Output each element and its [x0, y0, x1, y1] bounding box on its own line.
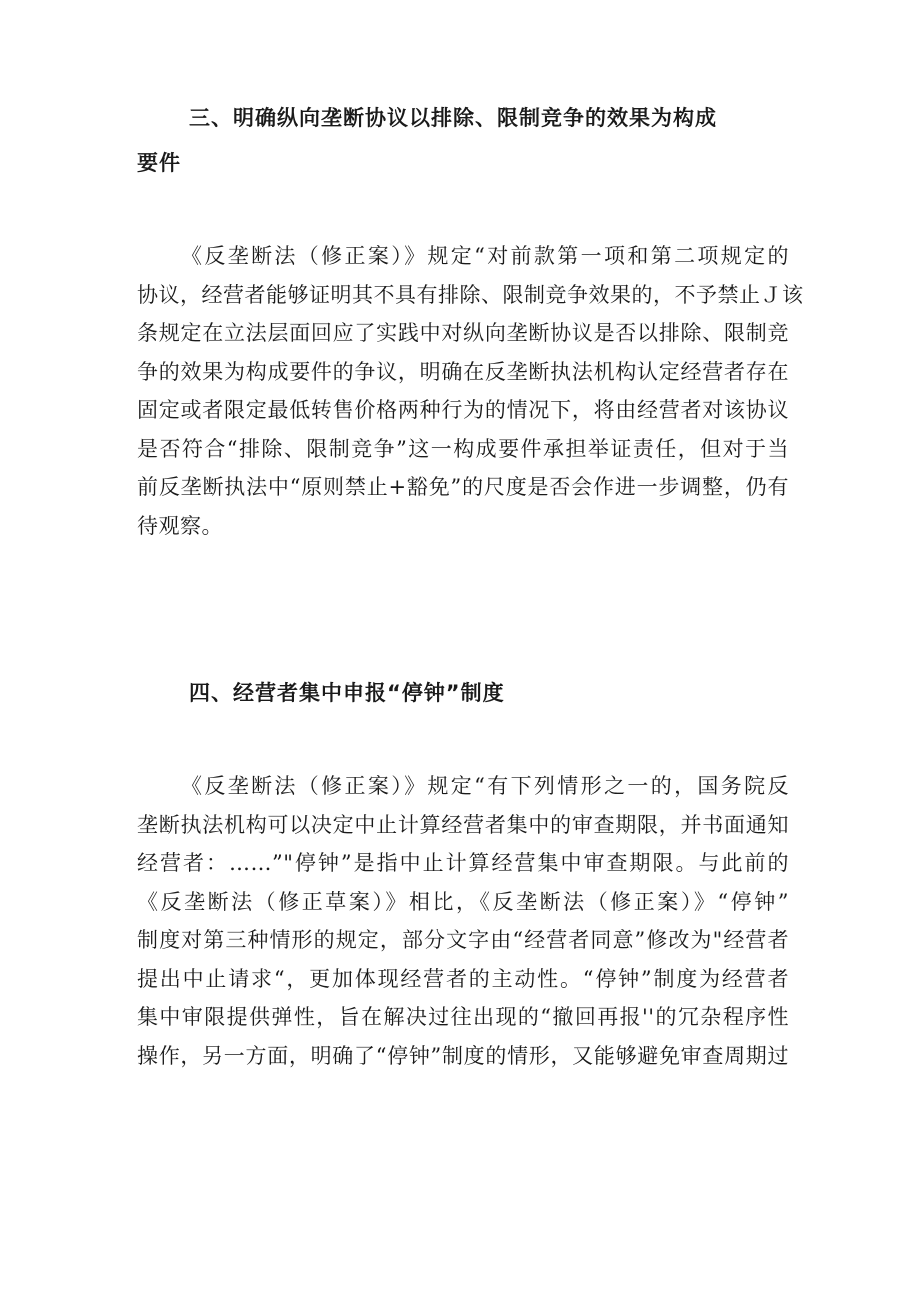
section-3-heading-continued: 要件	[137, 151, 181, 175]
paragraph-line: 《反垄断法（修正草案）》相比，《反垄断法（修正案）》“停钟”	[137, 889, 789, 914]
section-4-paragraph	[137, 767, 789, 1075]
paragraph-line: 集中审限提供弹性，旨在解决过往出现的“撤回再报''的冗杂程序性	[137, 1005, 789, 1029]
paragraph-line: 是否符合“排除、限制竞争”这一构成要件承担举证责任，但对于当	[137, 436, 789, 461]
paragraph-line: 固定或者限定最低转售价格两种行为的情况下，将由经营者对该协议	[137, 398, 789, 422]
paragraph-line: 争的效果为构成要件的争议，明确在反垄断执法机构认定经营者存在	[137, 359, 789, 384]
paragraph-line: 协议，经营者能够证明其不具有排除、限制竞争效果的，不予禁止Ｊ该	[137, 282, 804, 307]
section-4-heading: 四、经营者集中申报“停钟”制度	[189, 681, 505, 705]
paragraph-line: 垄断执法机构可以决定中止计算经营者集中的审查期限，并书面通知	[137, 812, 789, 837]
paragraph-line: 《反垄断法（修正案）》规定“有下列情形之一的，国务院反	[181, 774, 789, 798]
paragraph-line: 《反垄断法（修正案）》规定“对前款第一项和第二项规定的	[181, 244, 789, 268]
paragraph-line: 提出中止请求“，更加体现经营者的主动性。“停钟”制度为经营者	[137, 966, 789, 991]
paragraph-line: 前反垄断执法中“原则禁止+豁免”的尺度是否会作进一步调整，仍有	[137, 475, 789, 499]
paragraph-line: 条规定在立法层面回应了实践中对纵向垄断协议是否以排除、限制竞	[137, 321, 789, 345]
paragraph-line: 制度对第三种情形的规定，部分文字由“经营者同意”修改为"经营者	[137, 928, 789, 952]
paragraph-line: 经营者：……”"停钟”是指中止计算经营集中审查期限。与此前的	[137, 851, 789, 875]
paragraph-line: 待观察。	[137, 513, 223, 538]
paragraph-line: 操作，另一方面，明确了“停钟”制度的情形，又能够避免审查周期过	[137, 1043, 789, 1068]
section-3-heading: 三、明确纵向垄断协议以排除、限制竞争的效果为构成	[189, 106, 717, 130]
section-3-paragraph	[137, 237, 804, 545]
